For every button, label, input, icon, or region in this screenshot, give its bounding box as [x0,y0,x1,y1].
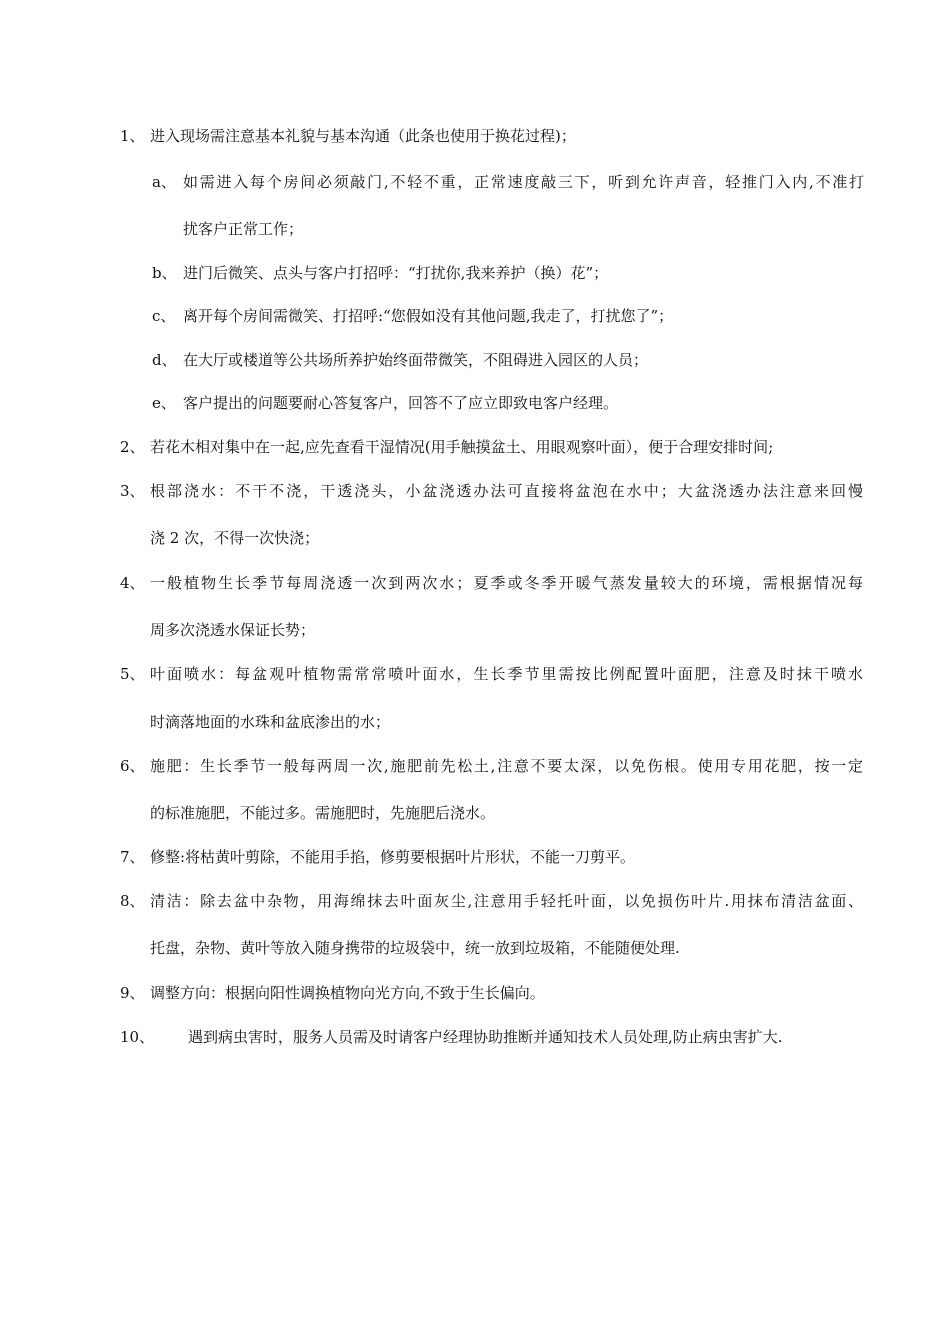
item-1-text: 进入现场需注意基本礼貌与基本沟通（此条也使用于换花过程)； [150,127,576,145]
item-9-text: 调整方向：根据向阳性调换植物向光方向,不致于生长偏向。 [150,984,545,1002]
item-9-marker: 9、 [120,984,145,1002]
item-7-text: 修整:将枯黄叶剪除，不能用手掐，修剪要根据叶片形状，不能一刀剪平。 [150,848,636,866]
subitem-d-text: 在大厅或楼道等公共场所养护始终面带微笑，不阻碍进入园区的人员； [183,351,649,369]
item-8-text-cont: 托盘，杂物、黄叶等放入随身携带的垃圾袋中，统一放到垃圾箱，不能随便处理. [150,939,680,957]
item-5-text-cont: 时滴落地面的水珠和盆底渗出的水； [150,713,391,731]
subitem-b-marker: b、 [152,264,177,282]
item-7-marker: 7、 [120,848,145,866]
subitem-e-text: 客户提出的问题要耐心答复客户，回答不了应立即致电客户经理。 [183,394,619,412]
item-5-text: 叶面喷水：每盆观叶植物需常常喷叶面水，生长季节里需按比例配置叶面肥，注意及时抹干喷水 [150,665,863,683]
item-1-marker: 1、 [120,127,145,145]
item-6-marker: 6、 [120,757,145,775]
item-3-text: 根部浇水：不干不浇，干透浇头，小盆浇透办法可直接将盆泡在水中；大盆浇透办法注意来回慢 [150,482,863,500]
item-5-marker: 5、 [120,665,145,683]
item-4-marker: 4、 [120,574,145,592]
subitem-d-marker: d、 [152,351,177,369]
subitem-a-marker: a、 [152,173,176,191]
subitem-b-text: 进门后微笑、点头与客户打招呼：“打扰你,我来养护（换）花”； [183,264,609,282]
subitem-a-text-cont: 扰客户正常工作； [183,220,304,238]
item-4-text-cont: 周多次浇透水保证长势； [150,621,316,639]
subitem-c-marker: c、 [152,307,176,325]
item-4-text: 一般植物生长季节每周浇透一次到两次水；夏季或冬季开暖气蒸发量较大的环境，需根据情况每 [150,574,863,592]
item-8-marker: 8、 [120,892,145,910]
item-10-text: 遇到病虫害时，服务人员需及时请客户经理协助推断并通知技术人员处理,防止病虫害扩大. [188,1028,783,1046]
item-2-text: 若花木相对集中在一起,应先查看干湿情况(用手触摸盆土、用眼观察叶面），便于合理安排时间; [150,438,774,456]
subitem-c-text: 离开每个房间需微笑、打招呼:“您假如没有其他问题,我走了，打扰您了”； [183,307,674,325]
item-10-marker: 10、 [120,1028,155,1046]
item-2-marker: 2、 [120,438,145,456]
item-6-text: 施肥：生长季节一般每两周一次,施肥前先松土,注意不要太深，以免伤根。使用专用花肥，按一定 [150,757,863,775]
subitem-e-marker: e、 [152,394,176,412]
item-3-text-cont: 浇 2 次，不得一次快浇； [150,529,320,547]
item-8-text: 清洁：除去盆中杂物，用海绵抹去叶面灰尘,注意用手轻托叶面，以免损伤叶片.用抹布清洁盆面、 [150,892,863,910]
subitem-a-text: 如需进入每个房间必须敲门,不轻不重，正常速度敲三下，听到允许声音，轻推门入内,不准打 [183,173,864,191]
item-3-marker: 3、 [120,482,145,500]
item-6-text-cont: 的标准施肥，不能过多。需施肥时，先施肥后浇水。 [150,804,496,822]
